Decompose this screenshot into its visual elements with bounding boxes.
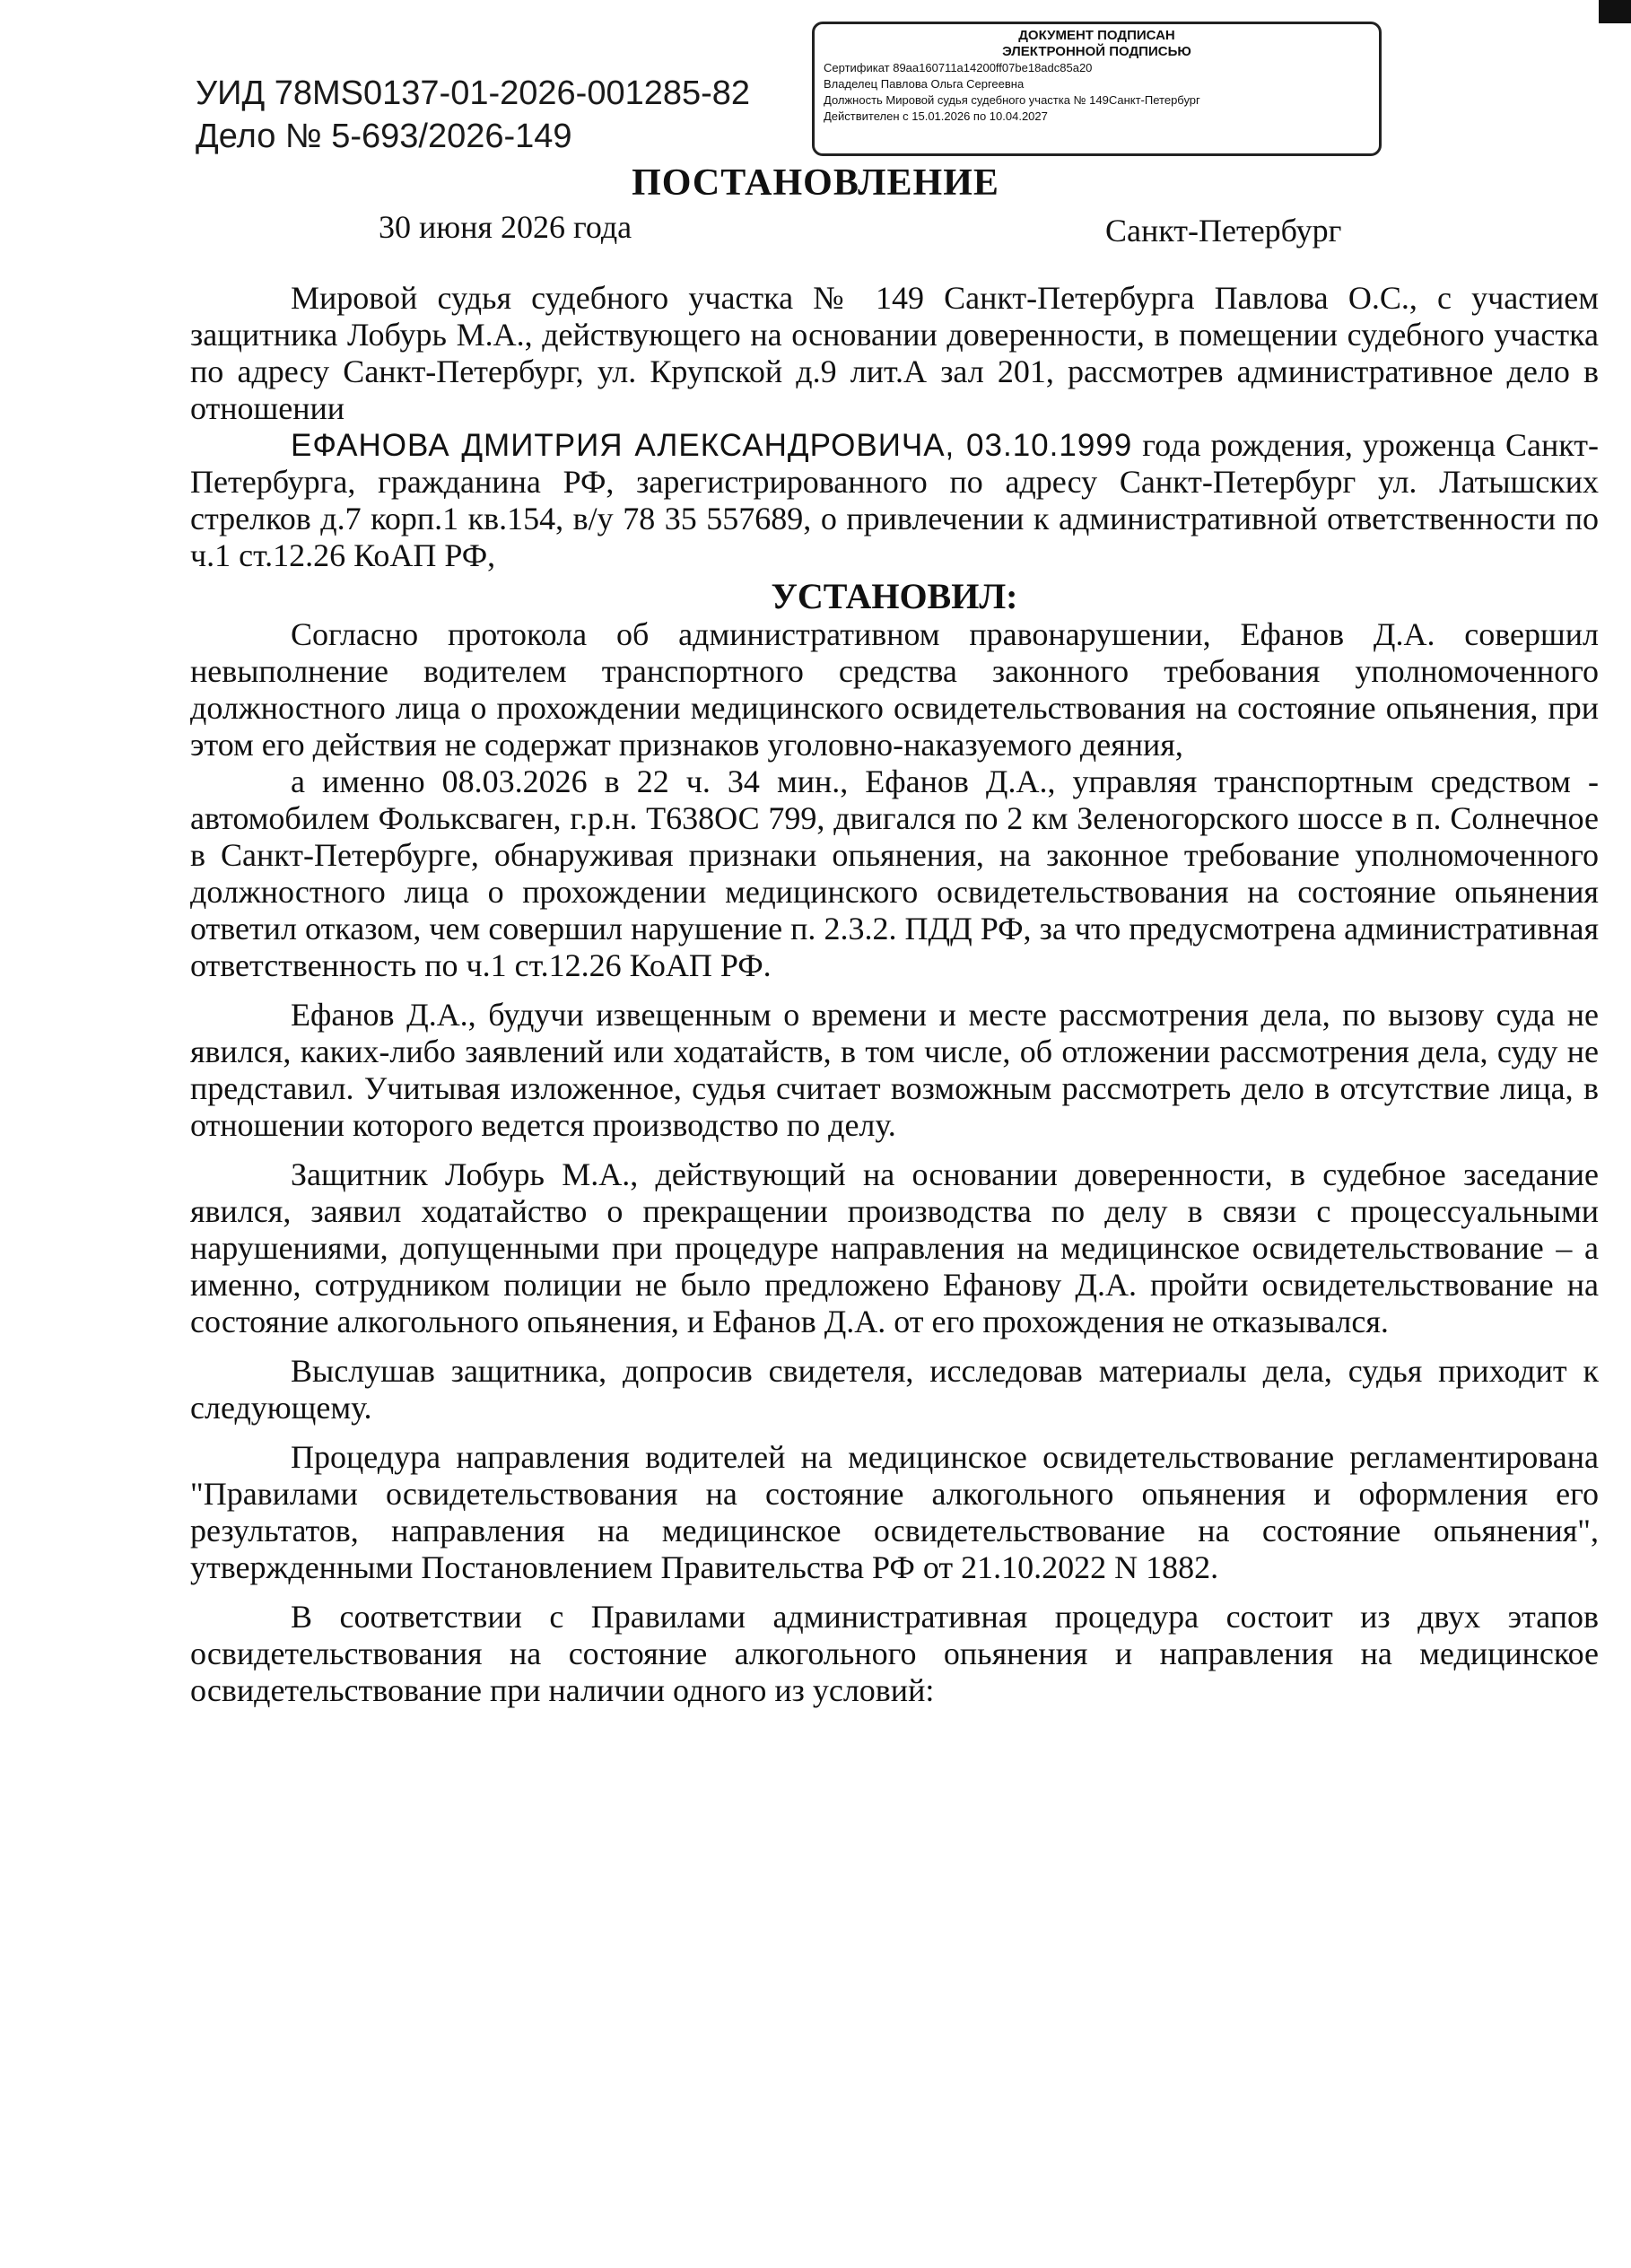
electronic-signature-stamp: [812, 22, 1382, 156]
case-identifiers: [196, 72, 750, 158]
stamp-title-line2: ЭЛЕКТРОННОЙ ПОДПИСЬЮ: [1002, 44, 1191, 59]
body-paragraph: Выслушав защитника, допросив свидетеля, исследовав материалы дела, судья приходит к следующему.: [190, 1353, 1599, 1426]
document-title: ПОСТАНОВЛЕНИЕ: [632, 162, 999, 204]
stamp-title-line1: ДОКУМЕНТ ПОДПИСАН: [1018, 28, 1175, 43]
stamp-owner: Владелец Павлова Ольга Сергеевна: [824, 77, 1025, 91]
body-paragraph: Согласно протокола об административном правонарушении, Ефанов Д.А. совершил невыполнение водителем транспортного средства законного требования уполномоченного должностного лица о прохождении медицинского освидетельствования на состояние опьянения, при этом его действия не содержат признаков уголовно-наказуемого деяния,: [190, 616, 1599, 763]
stamp-certificate: Сертификат 89aa160711a14200ff07be18adc85a20: [824, 61, 1093, 74]
document-body: [190, 280, 1599, 1709]
document-date: 30 июня 2026 года: [379, 209, 632, 245]
defendant-paragraph: [190, 427, 1599, 574]
stamp-position: Должность Мировой судья судебного участка № 149Санкт-Петербург: [824, 93, 1200, 107]
body-paragraph: а именно 08.03.2026 в 22 ч. 34 мин., Ефанов Д.А., управляя транспортным средством - автомобилем Фольксваген, г.р.н. Т638ОС 799, двигался по 2 км Зеленогорского шоссе в п. Солнечное в Санкт-Петербурге, обнаруживая признаки опьянения, на законное требование уполномоченного должностного лица о прохождении медицинского освидетельствования на состояние опьянения ответил отказом, чем совершил нарушение п. 2.3.2. ПДД РФ, за что предусмотрена административная ответственность по ч.1 ст.12.26 КоАП РФ.: [190, 763, 1599, 983]
body-paragraph: Ефанов Д.А., будучи извещенным о времени и месте рассмотрения дела, по вызову суда не явился, каких-либо заявлений или ходатайств, в том числе, об отложении рассмотрения дела, суду не представил. Учитывая изложенное, судья считает возможным рассмотреть дело в отсутствие лица, в отношении которого ведется производство по делу.: [190, 997, 1599, 1143]
stamp-validity: Действителен с 15.01.2026 по 10.04.2027: [824, 109, 1048, 123]
section-heading: УСТАНОВИЛ:: [771, 576, 1018, 616]
body-paragraph: Процедура направления водителей на медицинское освидетельствование регламентирована "Правилами освидетельствования на состояние алкогольного опьянения и оформления его результатов, направления на медицинское освидетельствование на состояние опьянения", утвержденными Постановлением Правительства РФ от 21.10.2022 N 1882.: [190, 1439, 1599, 1585]
document-city: Санкт-Петербург: [1105, 213, 1342, 249]
uid-line: УИД 78MS0137-01-2026-001285-82: [196, 74, 751, 112]
body-paragraph: В соответствии с Правилами административная процедура состоит из двух этапов освидетельствования на состояние алкогольного опьянения и направления на медицинское освидетельствование при наличии одного из условий:: [190, 1599, 1599, 1708]
case-number-line: Дело № 5-693/2026-149: [196, 118, 572, 155]
defendant-details: года рождения, уроженца Санкт-Петербурга, гражданина РФ, зарегистрированного по адресу Санкт-Петербург ул. Латышских стрелков д.7 корп.1 кв.154, в/у 78 35 557689, о привлечении к административной ответственности по ч.1 ст.12.26 КоАП РФ,: [190, 427, 1599, 573]
intro-paragraph: Мировой судья судебного участка № 149 Санкт-Петербурга Павлова О.С., с участием защитника Лобурь М.А., действующего на основании доверенности, в помещении судебного участка по адресу Санкт-Петербург, ул. Крупской д.9 лит.А зал 201, рассмотрев административное дело в отношении: [190, 280, 1599, 426]
body-paragraph: Защитник Лобурь М.А., действующий на основании доверенности, в судебное заседание явился, заявил ходатайство о прекращении производства по делу в связи с процессуальными нарушениями, допущенными при процедуре направления на медицинское освидетельствование – а именно, сотрудником полиции не было предложено Ефанову Д.А. пройти освидетельствование на состояние алкогольного опьянения, и Ефанов Д.А. от его прохождения не отказывался.: [190, 1156, 1599, 1339]
scan-corner-mark: [1599, 0, 1631, 23]
defendant-name: ЕФАНОВА ДМИТРИЯ АЛЕКСАНДРОВИЧА, 03.10.1999: [291, 428, 1133, 463]
